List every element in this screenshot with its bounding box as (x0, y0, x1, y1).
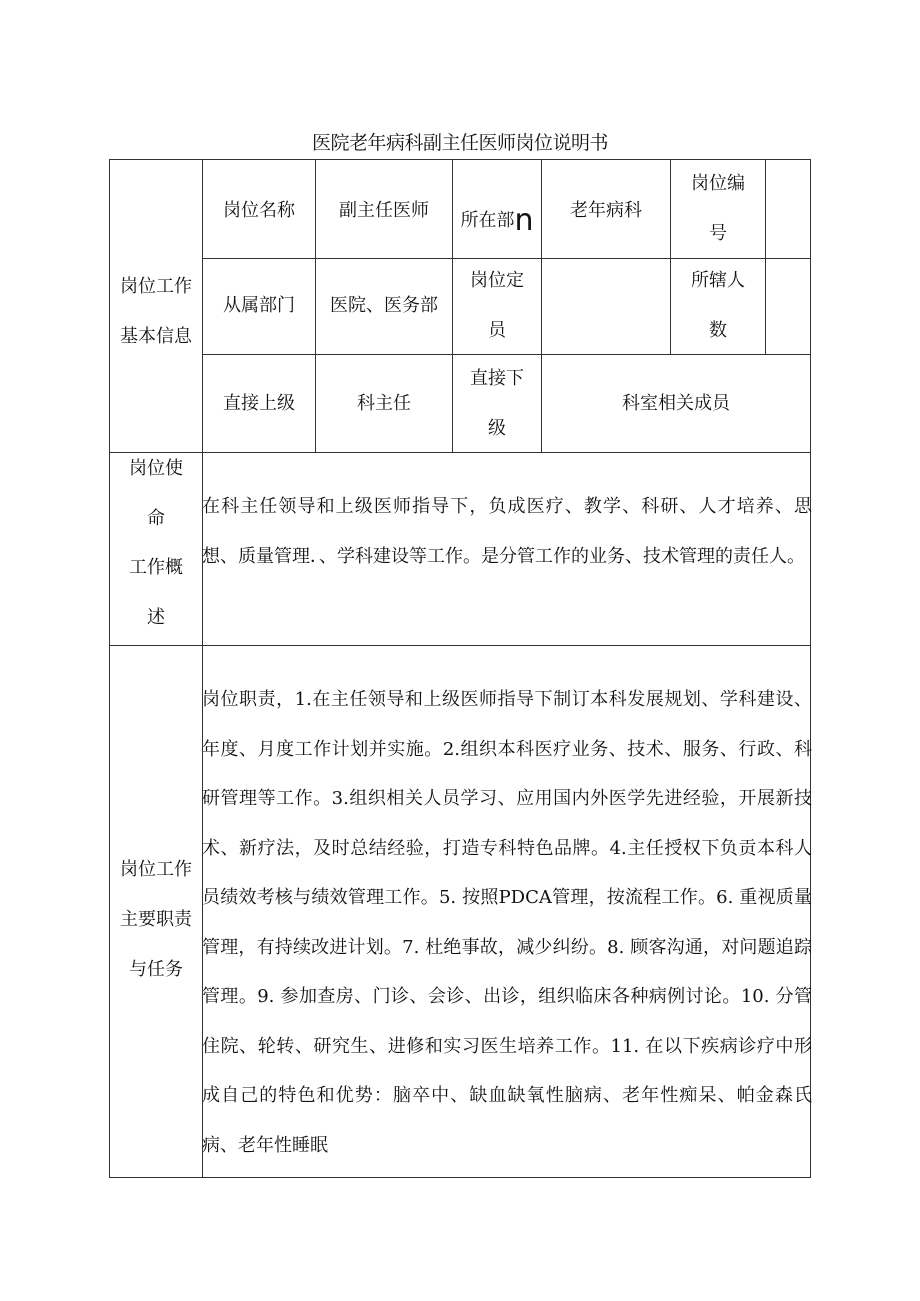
post-name-label: 岗位名称 (223, 200, 295, 221)
staff-count-label: 所辖人 数 (691, 270, 745, 341)
department-value: 老年病科 (570, 200, 642, 221)
parent-department-label: 从属部门 (223, 295, 295, 316)
department-label: 所在部 n (460, 203, 534, 238)
post-name-value: 副主任医师 (339, 200, 429, 221)
document-title: 医院老年病科副主任医师岗位说明书 (311, 132, 608, 154)
post-quota-label: 岗位定 员 (470, 270, 524, 341)
mission-text: 在科主任领导和上级医师指导下，负成医疗、教学、科研、人才培养、思想、质量管理．、学科建设等工作。是分管工作的业务、技术管理的责任人。 (202, 496, 812, 567)
parent-department-value: 医院、医务部 (330, 295, 438, 316)
direct-superior-label: 直接上级 (223, 393, 295, 414)
duties-section-label: 岗位工作 主要职责 与任务 (120, 859, 192, 980)
mission-section-label: 岗位使 命 工作概 述 (129, 458, 183, 628)
direct-subordinate-value: 科室相关成员 (622, 393, 730, 414)
direct-subordinate-label: 直接下 级 (470, 368, 524, 439)
duties-text: 岗位职责，1.在主任领导和上级医师指导下制订本科发展规划、学科建设、年度、月度工作计划并实施。2.组织本科医疗业务、技术、服务、行政、科研管理等工作。3.组织相关人员学习、应用国内外医学先进经验，开展新技术、新疗法，及时总结经验，打造专科特色品牌。4.主任授权下负贡本科人员绩效考核与绩效管理工作。5. 按照PDCA管理，按流程工作。6. 重视质量管理，有持续改进计划。7. 杜绝事故，减少纠纷。8. 顾客沟通，对问题追踪管理。9. 参加查房、门诊、会诊、出诊，组织临床各种病例讨论。10. 分管住院、轮转、研究生、进修和实习医生培养工作。11. 在以下疾病诊疗中形成自己的特色和优势：脑卒中、缺血缺氧性脑病、老年性痴呆、帕金森氏病、老年性睡眠 (202, 689, 812, 1156)
basic-info-section-label: 岗位工作 基本信息 (120, 276, 192, 347)
post-number-label: 岗位编 号 (691, 173, 745, 244)
direct-superior-value: 科主任 (357, 393, 411, 414)
